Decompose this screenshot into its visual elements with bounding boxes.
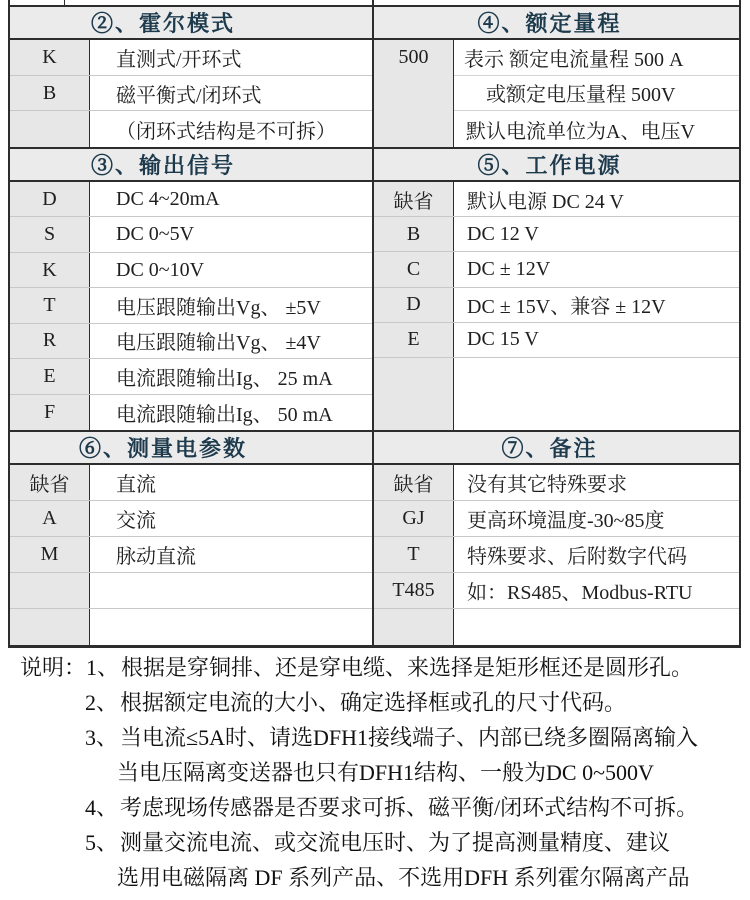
code-cell: E <box>10 359 90 393</box>
desc-line: 默认电流单位为A、电压V <box>454 111 739 147</box>
desc-cell: 电压跟随输出Vg、 ±5V <box>90 288 372 322</box>
right-table-column <box>374 0 741 648</box>
section-working-power <box>374 147 739 430</box>
desc-cell: （闭环式结构是不可拆） <box>90 111 372 147</box>
section-remarks <box>374 430 739 645</box>
note-text: 考虑现场传感器是否要求可拆、磁平衡/闭环式结构不可拆。 <box>120 795 699 820</box>
code-cell <box>10 609 90 645</box>
section-hall-mode <box>10 5 372 147</box>
note-number: 3、 <box>85 725 119 750</box>
desc-cell: 交流 <box>90 501 372 536</box>
ordering-code-tables <box>8 0 741 648</box>
section-hall-mode-title: ②、霍尔模式 <box>10 5 372 40</box>
desc-cell: 脉动直流 <box>90 537 372 572</box>
section-output-signal-title: ③、输出信号 <box>10 147 372 182</box>
note-line-3-continued <box>117 755 750 790</box>
note-text: 当电流≤5A时、请选DFH1接线端子、内部已绕多圈隔离输入 <box>120 725 698 750</box>
desc-line: 或额定电压量程 500V <box>454 76 739 112</box>
note-text: 根据是穿铜排、还是穿电缆、来选择是矩形框还是圆形孔。 <box>121 655 694 680</box>
code-cell: 缺省 <box>374 182 454 216</box>
code-cell: T485 <box>374 573 454 608</box>
code-cell: T <box>10 288 90 322</box>
code-cell: 500 <box>374 40 454 147</box>
desc-cell: DC 4~20mA <box>90 182 372 216</box>
table-row <box>374 252 739 287</box>
table-row <box>374 573 739 609</box>
code-cell <box>374 358 454 430</box>
note-text: 当电压隔离变送器也只有DFH1结构、一般为DC 0~500V <box>117 760 654 785</box>
note-line-5-continued <box>117 860 750 895</box>
code-cell: C <box>374 252 454 286</box>
table-row <box>374 537 739 573</box>
note-number: 4、 <box>85 795 119 820</box>
table-row <box>10 465 372 501</box>
code-cell: D <box>10 182 90 216</box>
rated-range-body <box>374 40 739 147</box>
desc-cell <box>454 358 739 430</box>
table-row <box>10 182 372 217</box>
rated-range-descriptions <box>454 40 739 147</box>
desc-cell: 如：RS485、Modbus-RTU <box>454 573 739 608</box>
desc-cell: DC 0~5V <box>90 217 372 251</box>
desc-cell <box>90 573 372 608</box>
table-row <box>10 609 372 645</box>
section-working-power-title: ⑤、工作电源 <box>374 147 739 182</box>
section-measured-parameter-title: ⑥、测量电参数 <box>10 430 372 465</box>
code-cell: B <box>374 217 454 251</box>
notes-label: 说明： <box>20 655 87 680</box>
code-cell: GJ <box>374 501 454 536</box>
table-row <box>374 323 739 358</box>
desc-cell: 没有其它特殊要求 <box>454 465 739 500</box>
section-remarks-title: ⑦、备注 <box>374 430 739 465</box>
code-cell: E <box>374 323 454 357</box>
section-measured-parameter <box>10 430 372 645</box>
code-cell <box>10 111 90 147</box>
desc-cell: 更高环境温度-30~85度 <box>454 501 739 536</box>
note-text: 测量交流电流、或交流电压时、为了提高测量精度、建议 <box>120 830 671 855</box>
desc-cell: 默认电源 DC 24 V <box>454 182 739 216</box>
cropped-previous-row <box>374 0 739 5</box>
table-row <box>10 359 372 394</box>
code-cell: B <box>10 76 90 111</box>
note-number: 5、 <box>85 830 119 855</box>
code-cell: S <box>10 217 90 251</box>
code-cell: A <box>10 501 90 536</box>
table-row <box>374 465 739 501</box>
table-row <box>10 76 372 112</box>
table-row <box>10 217 372 252</box>
code-cell: K <box>10 40 90 75</box>
code-cell: R <box>10 324 90 358</box>
code-cell: 缺省 <box>374 465 454 500</box>
table-row <box>10 573 372 609</box>
table-row <box>374 217 739 252</box>
code-cell: M <box>10 537 90 572</box>
table-row <box>10 40 372 76</box>
desc-cell: DC 15 V <box>454 323 739 357</box>
code-cell <box>10 573 90 608</box>
table-row <box>10 537 372 573</box>
desc-cell: DC ± 12V <box>454 252 739 286</box>
desc-cell: 电流跟随输出Ig、 50 mA <box>90 395 372 430</box>
table-row <box>10 501 372 537</box>
code-cell <box>374 609 454 645</box>
code-cell: D <box>374 288 454 322</box>
section-rated-range-title: ④、额定量程 <box>374 5 739 40</box>
note-line-4 <box>85 790 750 825</box>
desc-cell <box>454 609 739 645</box>
desc-cell: 磁平衡式/闭环式 <box>90 76 372 111</box>
table-row <box>10 324 372 359</box>
section-rated-range <box>374 5 739 147</box>
desc-cell: 电流跟随输出Ig、 25 mA <box>90 359 372 393</box>
table-row <box>374 288 739 323</box>
section-output-signal <box>10 147 372 430</box>
note-line-5 <box>85 825 750 860</box>
table-row <box>10 288 372 323</box>
desc-cell: 特殊要求、后附数字代码 <box>454 537 739 572</box>
desc-cell: DC 0~10V <box>90 253 372 287</box>
code-cell: T <box>374 537 454 572</box>
table-row <box>374 501 739 537</box>
table-gridline <box>64 0 65 5</box>
desc-cell: 直测式/开环式 <box>90 40 372 75</box>
notes-block <box>0 650 750 895</box>
note-text: 根据额定电流的大小、确定选择框或孔的尺寸代码。 <box>120 690 627 715</box>
table-row <box>374 358 739 430</box>
desc-cell: DC ± 15V、兼容 ± 12V <box>454 288 739 322</box>
desc-cell: 直流 <box>90 465 372 500</box>
left-table-column <box>8 0 374 648</box>
code-cell: F <box>10 395 90 430</box>
code-cell: 缺省 <box>10 465 90 500</box>
desc-line: 表示 额定电流量程 500 A <box>454 40 739 76</box>
cropped-previous-row <box>10 0 372 5</box>
table-row <box>374 182 739 217</box>
note-text: 选用电磁隔离 DF 系列产品、不选用DFH 系列霍尔隔离产品 <box>117 865 690 890</box>
table-row <box>10 395 372 430</box>
note-number: 1、 <box>86 655 120 680</box>
desc-cell <box>90 609 372 645</box>
desc-cell: 电压跟随输出Vg、 ±4V <box>90 324 372 358</box>
desc-cell: DC 12 V <box>454 217 739 251</box>
note-number: 2、 <box>85 690 119 715</box>
table-row <box>10 111 372 147</box>
note-line-1 <box>0 650 750 685</box>
note-line-3 <box>85 720 750 755</box>
note-line-2 <box>85 685 750 720</box>
code-cell: K <box>10 253 90 287</box>
table-row <box>374 609 739 645</box>
table-row <box>10 253 372 288</box>
